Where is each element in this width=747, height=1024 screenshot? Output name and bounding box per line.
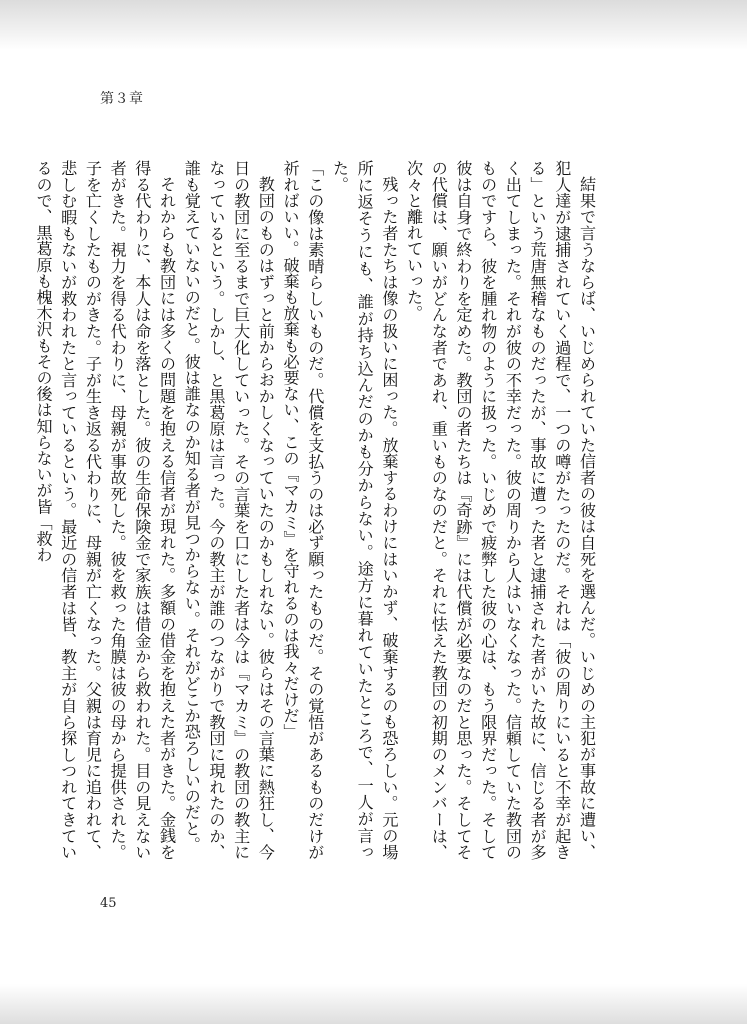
paragraph: 結果で言うならば、いじめられていた信者の彼は自死を選んだ。いじめの主犯が事故に遭い、犯人達が逮捕されていく過程で、一つの噂がたったのだ。それは「彼の周りにいると不幸が起きる」という荒唐無稽なものだったが、事故に遭った者と逮捕された者がいた故に、信じる者が多く出てしまった。それが彼の不幸だった。彼の周りから人はいなくなった。信頼していた教団のものですら、彼を腫れ物のように扱った。いじめで疲弊した彼の心は、もう限界だった。そして彼は自身で終わりを定めた。教団の者たちは『奇跡』には代償が必要なのだと思った。そしてその代償は、願いがどんな者であれ、重いものなのだと。それに怯えた教団の初期のメンバーは、次々と離れていった。 <box>404 160 596 860</box>
page-number: 45 <box>100 896 117 911</box>
paragraph: 教団のものはずっと前からおかしくなっていたのかもしれない。彼らはその言葉に熱狂し、今日の教団に至るまで巨大化していった。その言葉を口にした者は今は『マカミ』の教団の教主になっているという。しかし、と黒葛原は言った。今の教主が誰のつながりで教団に現れたのか、誰も覚えていないのだと。彼は誰なのか知る者が見つからない。それがどこか恐ろしいのだと。 <box>181 160 275 860</box>
chapter-label: 第３章 <box>100 91 144 107</box>
paragraph: 残った者たちは像の扱いに困った。放棄するわけにはいかず、破棄するのも恐ろしい。元の場所に返そうにも、誰が持ち込んだのかも分からない。途方に暮れていたところで、一人が言った。 <box>329 160 399 860</box>
page-body-text <box>33 160 598 860</box>
paragraph: それからも教団には多くの問題を抱える信者が現れた。多額の借金を抱えた者がきた。金銭を得る代わりに、本人は命を落とした。彼の生命保険金で家族は借金から救われた。目の見えない者がきた。視力を得る代わりに、母親が事故死した。彼を救った角膜は彼の母から提供された。子を亡くしたものがきた。子が生き返る代わりに、母親が亡くなった。父親は育児に追われて、悲しむ暇もないが救われたと言っているという。最近の信者は皆、教主が自ら探しつれてきているので、黒葛原も槐木沢もその後は知らないが皆「救わ <box>33 160 177 860</box>
paragraph: 「この像は素晴らしいものだ。代償を支払うのは必ず願ったものだ。その覚悟があるものだけが祈ればいい。破棄も放棄も必要ない、この『マカミ』を守れるのは我々だけだ」 <box>280 160 325 860</box>
